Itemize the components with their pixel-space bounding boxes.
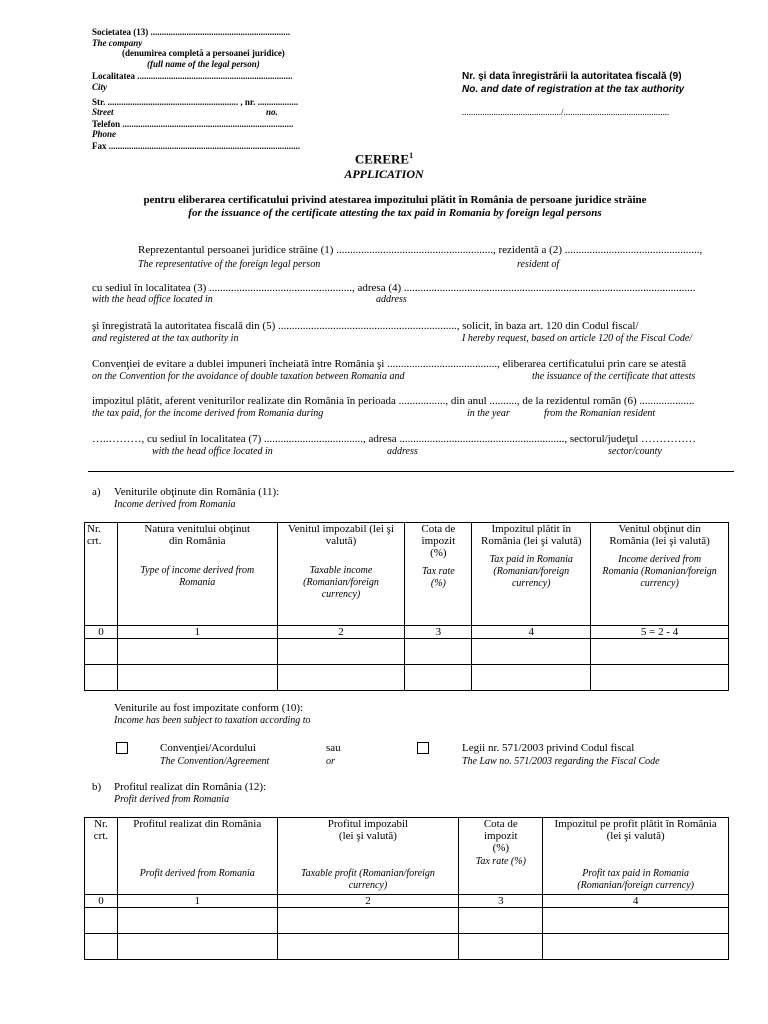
sector-label-en: sector/county xyxy=(608,446,662,457)
footnote-marker: 1 xyxy=(409,151,414,160)
convention-line[interactable]: Convenţiei de evitare a dublei impuneri încheiată între România şi ........................................, eliberarea certificatului prin care se atestă xyxy=(92,358,687,370)
head-office-label-en: with the head office located in xyxy=(92,294,213,305)
table-row[interactable] xyxy=(85,908,729,934)
resident-address-label-en: address xyxy=(387,446,418,457)
fiscal-code-option-label: Legii nr. 571/2003 privind Codul fiscal xyxy=(462,742,635,754)
table-index-row xyxy=(85,895,729,908)
or-label: sau xyxy=(326,742,341,754)
registration-label: Nr. şi data înregistrării la autoritatea fiscală (9) xyxy=(462,71,682,82)
index-cell: 3 xyxy=(459,895,543,908)
index-cell: 1 xyxy=(117,626,277,639)
column-header-income-type: Natura venitului obţinut din România Type of income derived from Romania xyxy=(117,523,277,626)
table-cell[interactable] xyxy=(85,934,118,960)
fax-field[interactable]: Fax ..................................................................................... xyxy=(92,141,300,151)
table-cell[interactable] xyxy=(85,665,118,691)
subtitle-en: for the issuance of the certificate attesting the tax paid in Romania by foreign legal persons xyxy=(188,207,602,219)
year-label-en: in the year xyxy=(467,408,510,419)
section-a-marker: a) xyxy=(92,486,101,498)
full-name-label: (denumirea completă a persoanei juridice) xyxy=(122,48,285,58)
registration-label-en: No. and date of registration at the tax authority xyxy=(462,84,685,95)
table-header-row xyxy=(85,818,729,895)
page-title xyxy=(0,151,768,167)
fiscal-code-option-label-en: The Law no. 571/2003 regarding the Fiscal Code xyxy=(462,756,660,767)
convention-checkbox[interactable] xyxy=(116,741,128,759)
table-cell[interactable] xyxy=(472,639,591,665)
romanian-resident-label-en: from the Romanian resident xyxy=(544,408,656,419)
period-label-en: the tax paid, for the income derived from Romania during xyxy=(92,408,324,419)
table-cell[interactable] xyxy=(85,908,118,934)
number-label-en: no. xyxy=(266,107,278,117)
table-cell[interactable] xyxy=(277,665,405,691)
table-cell[interactable] xyxy=(117,639,277,665)
column-header-profit-tax: Impozitul pe profit plătit în România (lei şi valută) Profit tax paid in Romania (Romanian/foreign currency) xyxy=(543,818,729,895)
table-cell[interactable] xyxy=(277,934,459,960)
tax-authority-label-en: and registered at the tax authority in xyxy=(92,333,239,344)
table-cell[interactable] xyxy=(405,639,472,665)
column-header-tax-rate: Cota de impozit (%) Tax rate (%) xyxy=(405,523,472,626)
index-cell: 1 xyxy=(117,895,277,908)
table-cell[interactable] xyxy=(472,665,591,691)
title-text: CERERE xyxy=(354,151,410,167)
convention-option-label-en: The Convention/Agreement xyxy=(160,756,270,767)
section-divider xyxy=(88,471,734,472)
city-field[interactable]: Localitatea ..................................................................... xyxy=(92,71,293,81)
section-a-title: Veniturile obţinute din România (11): xyxy=(114,486,280,498)
address-label-en: address xyxy=(376,294,407,305)
column-header-income-derived: Venitul obţinut din România (lei şi valută) Income derived from Romania (Romanian/foreign currency) xyxy=(591,523,729,626)
city-label-en: City xyxy=(92,82,107,92)
request-label-en: I hereby request, based on article 120 of the Fiscal Code/ xyxy=(462,333,693,344)
subtitle: pentru eliberarea certificatului privind atestarea impozitului plătit în România de persoane juridice străine xyxy=(143,194,647,206)
issuance-label-en: the issuance of the certificate that attests xyxy=(532,371,696,382)
column-header-taxable-income: Venitul impozabil (lei şi valută) Taxable income (Romanian/foreign currency) xyxy=(277,523,405,626)
table-cell[interactable] xyxy=(277,908,459,934)
fiscal-code-checkbox[interactable] xyxy=(417,741,429,759)
column-header-taxable-profit: Profitul impozabil (lei şi valută) Taxable profit (Romanian/foreign currency) xyxy=(277,818,459,895)
representative-label-en: The representative of the foreign legal person xyxy=(138,259,321,270)
column-header-tax-rate: Cota de impozit (%) Tax rate (%) xyxy=(459,818,543,895)
tax-authority-line[interactable]: şi înregistrată la autoritatea fiscală din (5) ................................................................., solicit, în baza art. 120 din Codul fiscal/ xyxy=(92,320,639,332)
index-cell: 2 xyxy=(277,626,405,639)
table-cell[interactable] xyxy=(405,665,472,691)
table-cell[interactable] xyxy=(591,665,729,691)
taxation-title: Veniturile au fost impozitate conform (10): xyxy=(114,702,304,714)
index-cell: 0 xyxy=(85,895,118,908)
or-label-en: or xyxy=(326,756,335,767)
table-cell[interactable] xyxy=(591,639,729,665)
phone-field[interactable]: Telefon ............................................................................ xyxy=(92,119,294,129)
page-title-en: APPLICATION xyxy=(344,167,424,181)
column-header-nr: Nr. crt. xyxy=(85,818,118,895)
table-cell[interactable] xyxy=(459,908,543,934)
resident-label-en: resident of xyxy=(517,259,560,270)
column-header-tax-paid: Impozitul plătit în România (lei şi valută) Tax paid in Romania (Romanian/foreign currency) xyxy=(472,523,591,626)
profit-table xyxy=(84,817,729,960)
table-row[interactable] xyxy=(85,934,729,960)
table-index-row xyxy=(85,626,729,639)
table-cell[interactable] xyxy=(117,934,277,960)
period-line[interactable]: impozitul plătit, aferent veniturilor realizate din România în perioada ................., din anul .........., de la rezidentul român (6) .................... xyxy=(92,395,695,407)
column-header-nr: Nr. crt. xyxy=(85,523,118,626)
section-b-title-en: Profit derived from Romania xyxy=(114,794,230,805)
convention-option-label: Convenţiei/Acordului xyxy=(160,742,256,754)
street-label-en: Street xyxy=(92,107,114,117)
index-cell: 2 xyxy=(277,895,459,908)
index-cell: 3 xyxy=(405,626,472,639)
full-name-label-en: (full name of the legal person) xyxy=(147,59,260,69)
table-cell[interactable] xyxy=(543,908,729,934)
column-header-profit-derived: Profitul realizat din România Profit derived from Romania xyxy=(117,818,277,895)
resident-address-line[interactable]: …..………, cu sediul în localitatea (7) ...................................., adresa ............................................................, sectorul/judeţul …………… xyxy=(92,433,697,445)
table-cell[interactable] xyxy=(117,908,277,934)
section-b-title: Profitul realizat din România (12): xyxy=(114,781,267,793)
table-cell[interactable] xyxy=(459,934,543,960)
index-cell: 4 xyxy=(472,626,591,639)
representative-line[interactable]: Reprezentantul persoanei juridice străine (1) ........................................................., rezidentă a (2) ................................................., xyxy=(138,244,703,256)
table-cell[interactable] xyxy=(543,934,729,960)
phone-label-en: Phone xyxy=(92,129,117,139)
table-row[interactable] xyxy=(85,639,729,665)
section-a-title-en: Income derived from Romania xyxy=(114,499,236,510)
head-office-line[interactable]: cu sediul în localitatea (3) ...................................................., adresa (4) .......................................................................................................... xyxy=(92,282,696,294)
company-label-en: The company xyxy=(92,38,143,48)
registration-field[interactable]: ............................................/............................................... xyxy=(462,107,670,117)
street-field[interactable]: Str. .......................................................... , nr. .................. xyxy=(92,97,299,107)
table-cell[interactable] xyxy=(277,639,405,665)
index-cell: 0 xyxy=(85,626,118,639)
income-table xyxy=(84,522,729,691)
index-cell: 5 = 2 - 4 xyxy=(591,626,729,639)
table-cell[interactable] xyxy=(85,639,118,665)
section-b-marker: b) xyxy=(92,781,102,793)
company-field[interactable]: Societatea (13) .............................................................. xyxy=(92,27,290,37)
taxation-title-en: Income has been subject to taxation according to xyxy=(114,715,311,726)
table-cell[interactable] xyxy=(117,665,277,691)
resident-office-label-en: with the head office located in xyxy=(152,446,273,457)
table-header-row xyxy=(85,523,729,626)
index-cell: 4 xyxy=(543,895,729,908)
table-row[interactable] xyxy=(85,665,729,691)
convention-label-en: on the Convention for the avoidance of double taxation between Romania and xyxy=(92,371,405,382)
